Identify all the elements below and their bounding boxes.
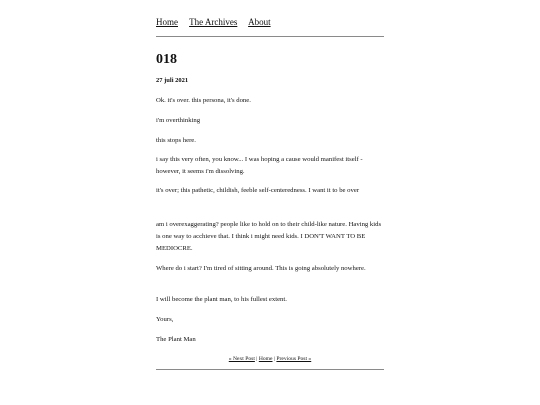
post-paragraph: Yours, — [156, 316, 174, 323]
post-paragraph: this stops here. — [156, 137, 196, 144]
post-paragraph: i say this very often, you know... I was hoping a cause would manifest itself - however, it seems i'm dissolving. — [156, 156, 363, 175]
nav-link-home[interactable]: Home — [156, 17, 178, 27]
previous-post-link[interactable]: Previous Post » — [276, 356, 312, 362]
post-paragraph: I will become the plant man, to his fullest extent. — [156, 296, 287, 303]
post-paragraph: Ok. it's over. this persona, it's done. — [156, 97, 251, 104]
post-paragraph: am i overexaggerating? people like to hold on to their child-like nature. Having kids is one way to acchieve that. I think i might need kids. I DON'T WANT TO BE MEDIOCRE. — [156, 221, 382, 252]
post-paragraph: it's over; this pathetic, childish, feeble self-centeredness. I want it to be over — [156, 187, 360, 194]
post-nav-separator: | — [273, 356, 276, 362]
post-paragraph: i'm overthinking — [156, 117, 201, 124]
post-signature: The Plant Man — [156, 336, 196, 343]
post-nav-separator: | — [256, 356, 258, 362]
next-post-link[interactable]: « Next Post — [228, 356, 255, 362]
post-navigation — [156, 356, 384, 362]
nav-link-about[interactable]: About — [248, 17, 271, 27]
post-paragraph: Where do i start? I'm tired of sitting around. This is going absolutely nowhere. — [156, 265, 366, 272]
top-nav — [156, 17, 280, 27]
home-link[interactable]: Home — [258, 356, 273, 362]
post-date: 27 juli 2021 — [156, 77, 189, 84]
nav-divider — [156, 36, 384, 37]
footer-divider — [156, 369, 384, 370]
post-title: 018 — [156, 52, 177, 67]
nav-link-archives[interactable]: The Archives — [189, 17, 238, 27]
